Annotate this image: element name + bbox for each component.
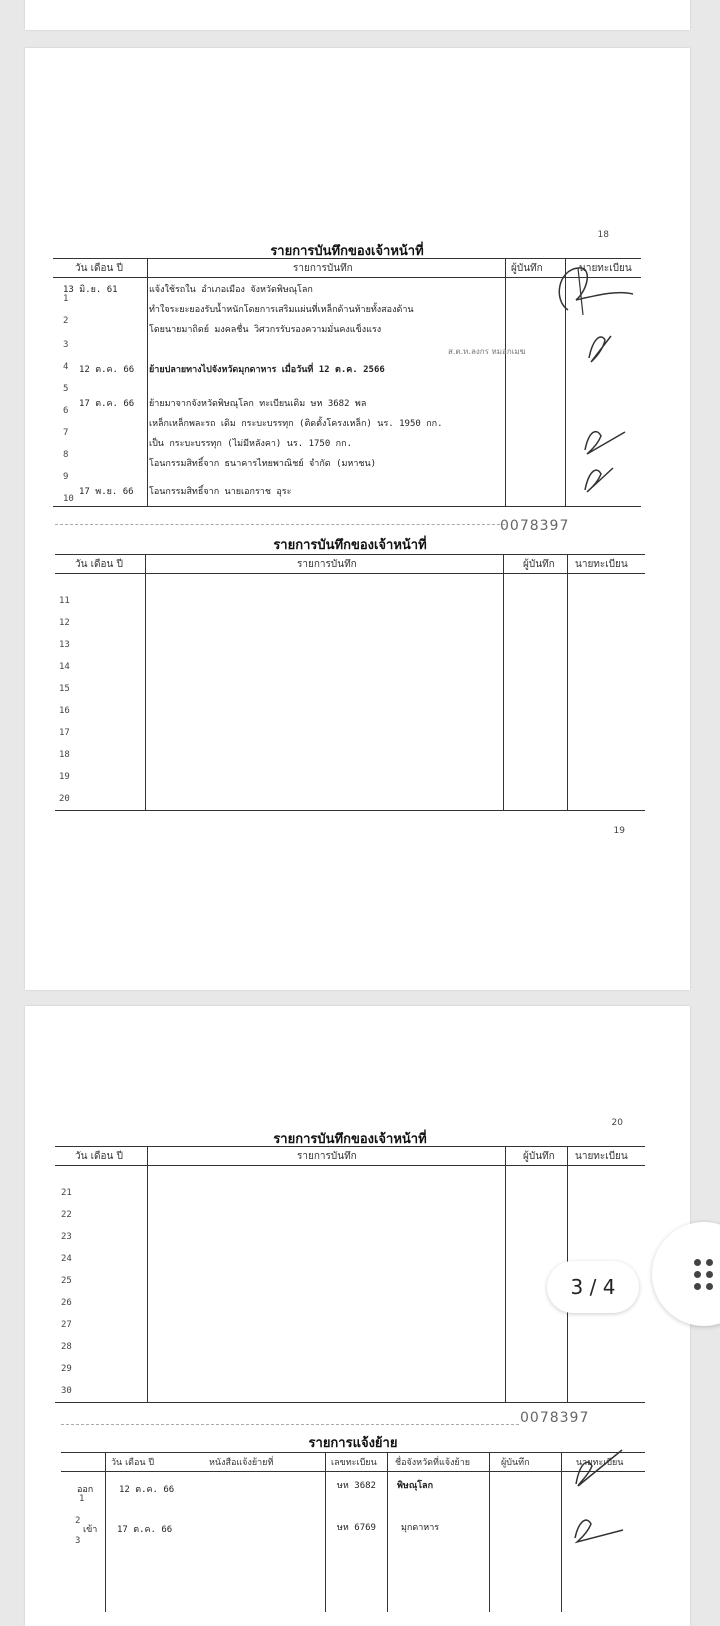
row-number: 5 — [63, 384, 69, 394]
transfer-date: 12 ต.ค. 66 — [119, 1485, 175, 1495]
transfer-title: รายการแจ้งย้าย — [308, 1436, 398, 1451]
tear-line — [55, 524, 505, 525]
column-divider — [505, 258, 506, 506]
entry-text: ย้ายมาจากจังหวัดพิษณุโลก ทะเบียนเดิม ษห 3682 พล — [149, 399, 367, 409]
header-recorder: ผู้บันทึก — [523, 1151, 555, 1162]
header-date: วัน เดือน ปี — [75, 559, 123, 570]
entry-text: ย้ายปลายทางไปจังหวัดมุกดาหาร เมื่อวันที่ 12 ต.ค. 2566 — [149, 365, 385, 375]
row-number: 14 — [59, 662, 70, 672]
entry-text: เป็น กระบะบรรทุก (ไม่มีหลังคา) นร. 1750 กก. — [149, 439, 353, 449]
row-number: 20 — [59, 794, 70, 804]
row-number: 21 — [61, 1188, 72, 1198]
header-recorder: ผู้บันทึก — [511, 263, 543, 274]
row-number: 27 — [61, 1320, 72, 1330]
entry-text: โอนกรรมสิทธิ์จาก นายเอกราช อุระ — [149, 487, 292, 497]
transfer-province: พิษณุโลก — [397, 1481, 434, 1491]
document-page — [25, 1006, 690, 1626]
transfer-date: 17 ต.ค. 66 — [117, 1525, 173, 1535]
row-number: 12 — [59, 618, 70, 628]
page-number: 19 — [613, 826, 625, 836]
document-page — [25, 48, 690, 990]
page-indicator: 3 / 4 — [547, 1261, 639, 1313]
ledger-title: รายการบันทึกของเจ้าหน้าที่ — [273, 538, 427, 553]
entry-text: โดยนายมาถิดย์ มงคลชื่น วิศวกรรับรองความมั่นคงแข็งแรง — [149, 325, 382, 335]
ledger-title: รายการบันทึกของเจ้าหน้าที่ — [270, 244, 424, 259]
ledger-page-18 — [53, 220, 641, 538]
column-divider — [561, 1452, 562, 1612]
row-number: 15 — [59, 684, 70, 694]
officer-stamp: ส.ต.ท.ลงกร หมอกเมฆ — [448, 347, 526, 356]
table-bottom-line — [55, 810, 645, 811]
row-number: 4 — [63, 362, 69, 372]
transfer-kind: ออก — [77, 1485, 94, 1495]
previous-page — [25, 0, 690, 30]
row-number: 26 — [61, 1298, 72, 1308]
column-divider — [505, 1146, 506, 1402]
transfer-table — [61, 1426, 645, 1606]
ledger-page-19 — [55, 530, 645, 890]
entry-text: เหล็กเหล็กพละรถ เดิม กระบะบรรทุก (ติดตั้งโครงเหล็ก) นร. 1950 กก. — [149, 419, 443, 429]
column-divider — [105, 1452, 106, 1612]
header-record: รายการบันทึก — [297, 559, 357, 570]
signature-icon — [567, 1508, 627, 1548]
row-number: 1 — [63, 294, 69, 304]
header-plate: เลขทะเบียน — [331, 1458, 377, 1468]
header-recorder: ผู้บันทึก — [523, 559, 555, 570]
header-registrar: นายทะเบียน — [579, 263, 632, 274]
header-province: ชื่อจังหวัดที่แจ้งย้าย — [395, 1458, 471, 1468]
header-registrar: นายทะเบียน — [576, 1458, 624, 1468]
column-divider — [147, 258, 148, 506]
header-recorder: ผู้บันทึก — [501, 1458, 530, 1468]
grid-dots-icon — [694, 1259, 716, 1291]
column-divider — [387, 1452, 388, 1612]
row-number: 17 — [59, 728, 70, 738]
serial-number: 0078397 — [500, 518, 570, 534]
signature-icon — [579, 458, 619, 498]
column-divider — [145, 554, 146, 810]
header-record: รายการบันทึก — [297, 1151, 357, 1162]
row-number: 19 — [59, 772, 70, 782]
column-divider — [567, 554, 568, 810]
row-number: 13 — [59, 640, 70, 650]
header-notice: หนังสือแจ้งย้ายที่ — [209, 1458, 274, 1468]
row-number: 10 — [63, 494, 74, 504]
row-number: 23 — [61, 1232, 72, 1242]
entry-date: 12 ต.ค. 66 — [79, 365, 135, 375]
row-number: 2 — [63, 316, 69, 326]
header-registrar: นายทะเบียน — [575, 1151, 628, 1162]
signature-icon — [581, 328, 621, 368]
signature-icon — [566, 1444, 626, 1494]
column-divider — [325, 1452, 326, 1612]
entry-text: โอนกรรมสิทธิ์จาก ธนาคารไทยพาณิชย์ จำกัด (มหาชน) — [149, 459, 377, 469]
transfer-plate: ษห 6769 — [337, 1523, 376, 1533]
transfer-plate: ษห 3682 — [337, 1481, 376, 1491]
header-date: วัน เดือน ปี — [111, 1458, 155, 1468]
row-number: 24 — [61, 1254, 72, 1264]
row-number: 3 — [75, 1536, 81, 1546]
transfer-province: มุกดาหาร — [401, 1523, 440, 1533]
header-registrar: นายทะเบียน — [575, 559, 628, 570]
entry-date: 17 พ.ย. 66 — [79, 487, 134, 497]
page-number: 18 — [597, 230, 609, 240]
row-number: 16 — [59, 706, 70, 716]
row-number: 29 — [61, 1364, 72, 1374]
row-number: 2 — [75, 1516, 81, 1526]
table-bottom-line — [55, 1402, 645, 1403]
entry-date: 13 มิ.ย. 61 — [63, 285, 118, 295]
header-date: วัน เดือน ปี — [75, 263, 123, 274]
signature-icon — [579, 420, 629, 460]
row-number: 22 — [61, 1210, 72, 1220]
column-divider — [147, 1146, 148, 1402]
row-number: 1 — [79, 1494, 85, 1504]
serial-number: 0078397 — [520, 1410, 590, 1426]
signature-icon — [548, 260, 638, 320]
row-number: 6 — [63, 406, 69, 416]
row-number: 30 — [61, 1386, 72, 1396]
ledger-title: รายการบันทึกของเจ้าหน้าที่ — [273, 1132, 427, 1147]
table-header — [55, 1146, 645, 1166]
row-number: 9 — [63, 472, 69, 482]
row-number: 11 — [59, 596, 70, 606]
entry-date: 17 ต.ค. 66 — [79, 399, 135, 409]
row-number: 28 — [61, 1342, 72, 1352]
tear-line — [61, 1424, 519, 1425]
table-bottom-line — [53, 506, 641, 507]
column-divider — [503, 554, 504, 810]
entry-text: แจ้งใช้รถใน อำเภอเมือง จังหวัดพิษณุโลก — [149, 285, 313, 295]
transfer-kind: เข้า — [83, 1525, 98, 1535]
table-header — [55, 554, 645, 574]
entry-text: ทำใจระยะยองรับน้ำหนักโดยการเสริมแผ่นที่เหล็กด้านท้ายทั้งสองด้าน — [149, 305, 414, 315]
transfer-header — [61, 1452, 645, 1472]
header-date: วัน เดือน ปี — [75, 1151, 123, 1162]
row-number: 25 — [61, 1276, 72, 1286]
row-number: 3 — [63, 340, 69, 350]
row-number: 7 — [63, 428, 69, 438]
header-record: รายการบันทึก — [293, 263, 353, 274]
page-number: 20 — [611, 1118, 623, 1128]
column-divider — [489, 1452, 490, 1612]
row-number: 18 — [59, 750, 70, 760]
ledger-page-20 — [55, 1098, 645, 1416]
row-number: 8 — [63, 450, 69, 460]
